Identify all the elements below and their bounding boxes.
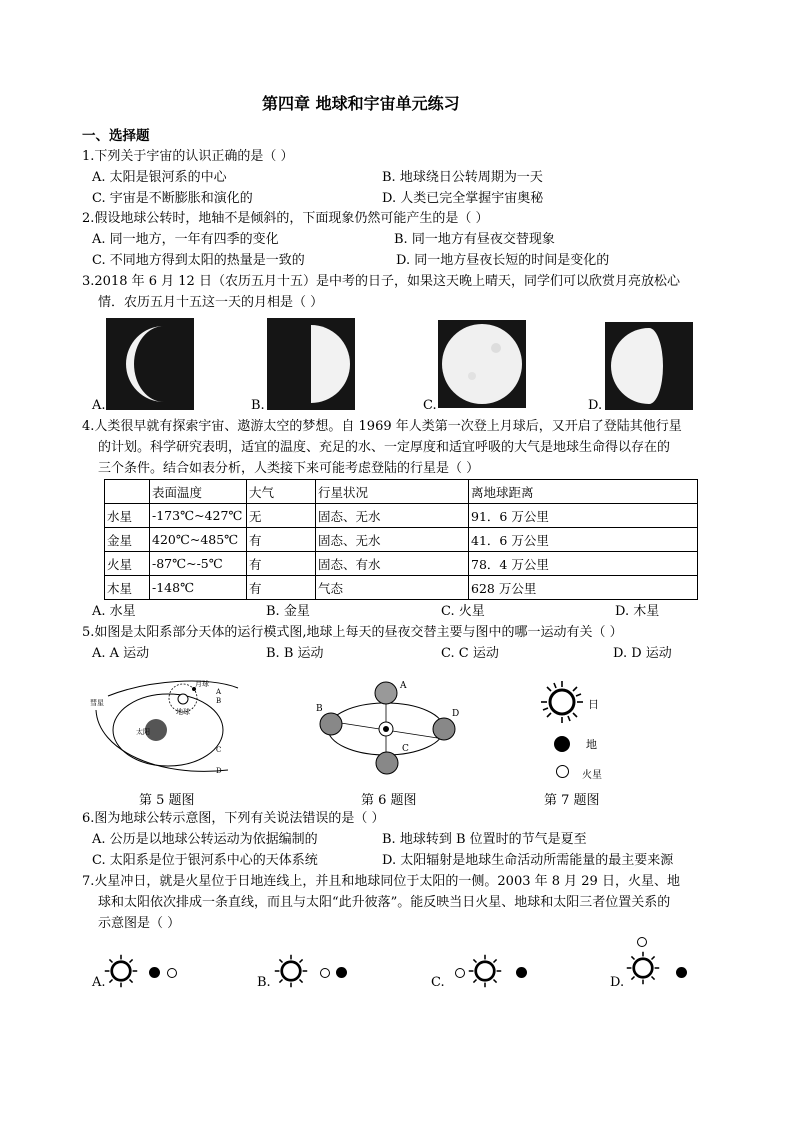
table-cell: 固态、无水	[316, 504, 469, 528]
q4-stem-line3: 三个条件。结合如表分析，人类接下来可能考虑登陆的行星是（ ）	[98, 461, 480, 476]
table-cell: 木星	[105, 576, 150, 600]
label-c: C	[402, 744, 409, 754]
table-cell: 气态	[316, 576, 469, 600]
q4-stem-line2: 的计划。科学研究表明，适宜的温度、充足的水、一定厚度和适宜呼吸的大气是地球生命得以存在的	[98, 440, 671, 455]
label-d: D	[452, 709, 460, 719]
table-cell: 628 万公里	[469, 576, 698, 600]
table-cell: -87℃~-5℃	[150, 552, 247, 576]
figure-6-caption: 第 6 题图	[361, 793, 417, 808]
moon-phase-d-image	[605, 322, 693, 410]
table-cell: 火星	[105, 552, 150, 576]
earth-icon	[516, 967, 527, 978]
table-header: 离地球距离	[469, 480, 698, 504]
mars-icon	[455, 968, 465, 978]
table-cell: 有	[247, 552, 316, 576]
table-cell: 固态、有水	[316, 552, 469, 576]
earth-icon	[178, 694, 188, 704]
q3-option-c: C.	[423, 398, 437, 413]
q6-stem: 6.图为地球公转示意图，下列有关说法错误的是（ ）	[82, 811, 385, 826]
moon-phase-c-image	[438, 320, 526, 408]
comet-label: 彗星	[90, 699, 104, 707]
table-cell: 有	[247, 528, 316, 552]
table-header	[105, 480, 150, 504]
q1-option-b: B. 地球绕日公转周期为一天	[382, 170, 543, 185]
table-cell: -173℃~427℃	[150, 504, 247, 528]
q6-option-a: A. 公历是以地球公转运动为依据编制的	[92, 832, 318, 847]
q6-option-c: C. 太阳系是位于银河系中心的天体系统	[92, 853, 318, 868]
solar-system-diagram	[88, 670, 248, 782]
q3-option-b: B.	[251, 398, 265, 413]
sun-icon	[468, 954, 502, 988]
mars-icon	[167, 968, 177, 978]
q3-option-a: A.	[92, 398, 106, 413]
q7-option-a: A.	[92, 975, 106, 990]
table-row	[105, 504, 698, 528]
q1-option-d: D. 人类已完全掌握宇宙奥秘	[382, 191, 544, 206]
sun-icon	[626, 951, 660, 985]
earth-position-c	[376, 752, 398, 774]
q7-option-c: C.	[431, 975, 445, 990]
earth-label: 地	[586, 738, 597, 751]
q1-option-a: A. 太阳是银河系的中心	[92, 170, 227, 185]
earth-icon	[554, 736, 570, 752]
q6-option-b: B. 地球转到 B 位置时的节气是夏至	[382, 832, 587, 847]
q3-stem-line1: 3.2018 年 6 月 12 日（农历五月十五）是中考的日子，如果这天晚上晴天，同学们可以欣赏月亮放松心	[82, 274, 680, 289]
table-cell: 420℃~485℃	[150, 528, 247, 552]
q2-option-d: D. 同一地方昼夜长短的时间是变化的	[396, 253, 610, 268]
figure-7-caption: 第 7 题图	[544, 793, 600, 808]
earth-icon	[149, 967, 160, 978]
table-cell: 固态、无水	[316, 528, 469, 552]
section-heading: 一、选择题	[82, 128, 150, 144]
q1-stem: 1.下列关于宇宙的认识正确的是（ ）	[82, 149, 294, 164]
q7-option-b: B.	[257, 975, 271, 990]
moon-phase-b-image	[267, 318, 355, 410]
moon-phase-a-image	[106, 318, 194, 410]
table-cell: 无	[247, 504, 316, 528]
earth-icon	[336, 967, 347, 978]
q1-option-c: C. 宇宙是不断膨胀和演化的	[92, 191, 253, 206]
label-a: A	[216, 688, 222, 696]
q4-option-a: A. 水星	[92, 604, 136, 619]
earth-label: 地球	[176, 708, 190, 716]
q5-option-d: D. D 运动	[613, 646, 672, 661]
earth-position-b	[320, 713, 342, 735]
label-d: D	[216, 767, 222, 775]
earth-position-d	[433, 718, 455, 740]
q5-option-b: B. B 运动	[266, 646, 324, 661]
sun-icon	[540, 680, 584, 724]
q3-option-d: D.	[588, 398, 603, 413]
q7-stem-line1: 7.火星冲日，就是火星位于日地连线上，并且和地球同位于太阳的一侧。2003 年 8 月 29 日，火星、地	[82, 874, 680, 889]
table-cell: 有	[247, 576, 316, 600]
q5-option-c: C. C 运动	[441, 646, 499, 661]
q2-stem: 2.假设地球公转时，地轴不是倾斜的，下面现象仍然可能产生的是（ ）	[82, 211, 489, 226]
q2-option-b: B. 同一地方有昼夜交替现象	[394, 232, 555, 247]
table-cell: 91．6 万公里	[469, 504, 698, 528]
sun-icon	[104, 954, 138, 988]
table-row	[105, 552, 698, 576]
table-cell: 78．4 万公里	[469, 552, 698, 576]
q4-option-d: D. 木星	[615, 604, 660, 619]
q2-option-a: A. 同一地方，一年有四季的变化	[92, 232, 279, 247]
table-cell: 41．6 万公里	[469, 528, 698, 552]
table-header: 大气	[247, 480, 316, 504]
table-row	[105, 576, 698, 600]
sun-label: 太阳	[136, 728, 150, 736]
moon-label: 月球	[195, 680, 209, 688]
table-header: 行星状况	[316, 480, 469, 504]
table-cell: -148℃	[150, 576, 247, 600]
mars-icon	[637, 937, 647, 947]
earth-orbit-diagram	[314, 676, 464, 786]
table-header: 表面温度	[150, 480, 247, 504]
table-cell: 金星	[105, 528, 150, 552]
mars-icon	[320, 968, 330, 978]
figure-5-caption: 第 5 题图	[139, 793, 195, 808]
label-c: C	[216, 746, 222, 754]
page-title: 第四章 地球和宇宙单元练习	[262, 94, 460, 113]
q6-option-d: D. 太阳辐射是地球生命活动所需能量的最主要来源	[382, 853, 674, 868]
label-a: A	[400, 681, 407, 691]
q3-stem-line2: 情．农历五月十五这一天的月相是（ ）	[98, 295, 324, 310]
q7-stem-line3: 示意图是（ ）	[98, 916, 181, 931]
table-cell: 水星	[105, 504, 150, 528]
planet-table	[104, 479, 698, 600]
q7-option-d: D.	[610, 975, 625, 990]
q5-option-a: A. A 运动	[92, 646, 150, 661]
table-row	[105, 528, 698, 552]
q2-option-c: C. 不同地方得到太阳的热量是一致的	[92, 253, 305, 268]
earth-icon	[676, 967, 687, 978]
earth-position-a	[375, 682, 397, 704]
mars-label: 火星	[582, 770, 602, 781]
sun-icon	[274, 954, 308, 988]
q5-stem: 5.如图是太阳系部分天体的运行模式图,地球上每天的昼夜交替主要与图中的哪一运动有关（ ）	[82, 625, 623, 640]
q4-option-c: C. 火星	[441, 604, 485, 619]
q7-stem-line2: 球和太阳依次排成一条直线，而且与太阳“此升彼落”。能反映当日火星、地球和太阳三者位置关系的	[98, 895, 671, 910]
mars-icon	[556, 765, 569, 778]
label-b: B	[316, 704, 323, 714]
table-header-row	[105, 480, 698, 504]
q4-option-b: B. 金星	[266, 604, 310, 619]
label-b: B	[216, 697, 222, 705]
sun-label: 日	[588, 698, 599, 711]
q4-stem-line1: 4.人类很早就有探索宇宙、遨游太空的梦想。自 1969 年人类第一次登上月球后，又开启了登陆其他行星	[82, 419, 682, 434]
